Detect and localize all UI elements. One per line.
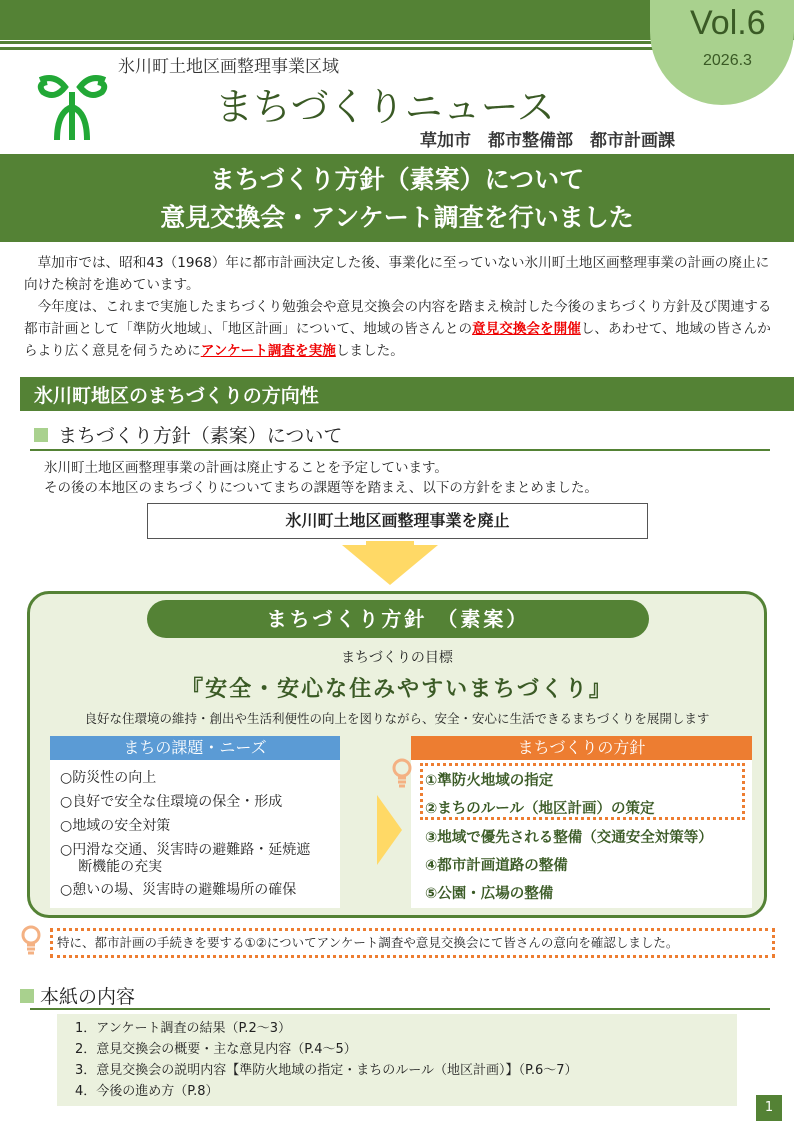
- issue-date: 2026.3: [703, 52, 752, 69]
- page-number: 1: [756, 1095, 782, 1121]
- down-arrow-icon: [342, 545, 438, 585]
- issues-list: [50, 760, 340, 908]
- intro-text: [24, 252, 774, 362]
- headline-line-1: まちづくり方針（素案）について: [209, 165, 585, 194]
- right-arrow-icon: [377, 795, 402, 865]
- contents-list: [57, 1014, 737, 1106]
- policy-item: ①準防火地域の指定: [425, 773, 554, 789]
- header-rule: [0, 41, 680, 44]
- goal-description: 良好な住環境の維持・創出や生活利便性の向上を図りながら、安全・安心に生活できるまちづくりを展開します: [84, 711, 710, 726]
- subsection-title: まちづくり方針（素案）について: [58, 425, 343, 447]
- contents-heading: [20, 982, 135, 1009]
- section-description: [44, 458, 598, 498]
- lightbulb-icon: [20, 925, 42, 955]
- intro-paragraph-1: 草加市では、昭和43（1968）年に都市計画決定した後、事業化に至っていない氷川町土地区画整理事業の計画の廃止に向けた検討を進めています。: [24, 255, 770, 293]
- description-line: 氷川町土地区画整理事業の計画は廃止することを予定しています。: [44, 460, 448, 476]
- issue-item-continued: 断機能の充実: [78, 859, 163, 875]
- policy-title: まちづくり方針 （素案）: [147, 600, 649, 638]
- description-line: その後の本地区のまちづくりについてまちの課題等を踏まえ、以下の方針をまとめました。: [44, 480, 598, 496]
- square-bullet-icon: [20, 989, 34, 1003]
- policy-item: ③地域で優先される整備（交通安全対策等）: [425, 830, 713, 846]
- contents-item: 1．アンケート調査の結果（P.2～3）: [75, 1021, 291, 1036]
- headline-banner: [0, 154, 794, 242]
- policies-header: まちづくりの方針: [411, 736, 752, 760]
- issue-item: ○円滑な交通、災害時の避難路・延焼遮: [60, 842, 311, 858]
- policy-item: ⑤公園・広場の整備: [425, 886, 554, 902]
- intro-text-span: 今年度は、これまで実施したまちづくり勉強会や意見交換会の内容を踏まえ検討した今後のまちづくり方針及び関連する都市計画として「準防火地域」、「地区計画」について、地域の皆さんとの: [24, 299, 772, 337]
- contents-title: 本紙の内容: [40, 986, 136, 1008]
- lightbulb-icon: [391, 758, 413, 788]
- header-rule: [0, 47, 680, 50]
- subsection-heading: [34, 421, 342, 448]
- issue-item: ○防災性の向上: [60, 770, 157, 786]
- highlight-meeting: 意見交換会を開催: [472, 321, 581, 337]
- issue-item: ○憩いの場、災害時の避難場所の確保: [60, 882, 297, 898]
- policy-item: ②まちのルール（地区計画）の策定: [425, 801, 655, 817]
- issues-header: まちの課題・ニーズ: [50, 736, 340, 760]
- note-box: 特に、都市計画の手続きを要する①②についてアンケート調査や意見交換会にて皆さんの意向を確認しました。: [50, 928, 775, 958]
- section-heading: 氷川町地区のまちづくりの方向性: [20, 377, 794, 411]
- department: 草加市 都市整備部 都市計画課: [420, 131, 675, 151]
- divider: [30, 1008, 770, 1010]
- intro-text-span: し、あわせて、地域の皆さんからより広く意見を伺うために: [24, 321, 771, 359]
- volume-number: Vol.6: [690, 4, 766, 42]
- intro-paragraph-2: [24, 296, 774, 362]
- highlight-survey: アンケート調査を実施: [200, 343, 336, 359]
- contents-item: 3．意見交換会の説明内容【準防火地域の指定・まちのルール（地区計画）】（P.6～7）: [75, 1063, 578, 1078]
- city-logo-icon: [35, 72, 110, 142]
- headline-line-2: 意見交換会・アンケート調査を行いました: [160, 203, 634, 232]
- square-bullet-icon: [34, 428, 48, 442]
- contents-item: 4．今後の進め方（P.8）: [75, 1084, 219, 1099]
- contents-item: 2．意見交換会の概要・主な意見内容（P.4～5）: [75, 1042, 357, 1057]
- goal-text: 『安全・安心な住みやすいまちづくり』: [181, 677, 613, 702]
- goal-label: まちづくりの目標: [341, 650, 453, 666]
- divider: [30, 449, 770, 451]
- newsletter-title: まちづくりニュース: [215, 85, 555, 129]
- intro-text-span: しました。: [335, 343, 404, 359]
- area-name: 氷川町土地区画整理事業区域: [118, 57, 339, 77]
- issue-item: ○良好で安全な住環境の保全・形成: [60, 794, 283, 810]
- issue-item: ○地域の安全対策: [60, 818, 171, 834]
- abolish-box: 氷川町土地区画整理事業を廃止: [147, 503, 648, 539]
- policy-item: ④都市計画道路の整備: [425, 858, 568, 874]
